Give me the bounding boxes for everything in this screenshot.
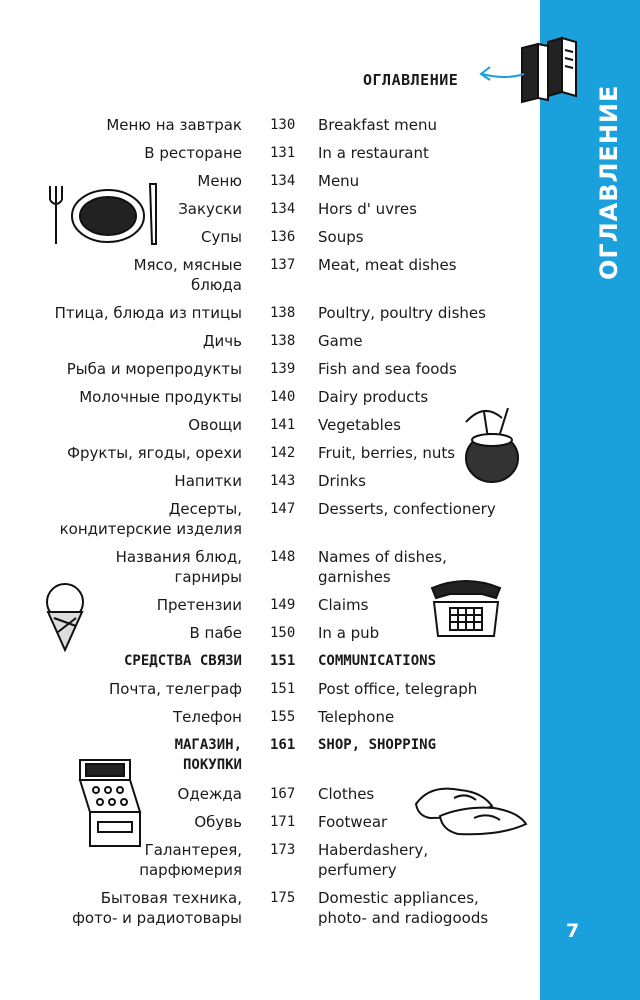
toc-title-ru: Бытовая техника, фото- и радиотовары	[72, 889, 242, 927]
toc-page-number: 149	[270, 597, 296, 613]
toc-page-number: 150	[270, 625, 296, 641]
toc-title-en: Names of dishes, garnishes	[318, 548, 447, 586]
toc-title-ru: Напитки	[174, 472, 242, 490]
toc-title-en: In a pub	[318, 624, 380, 642]
toc-title-ru: Телефон	[172, 708, 242, 726]
toc-title-en: Telephone	[318, 708, 395, 726]
toc-page-number: 151	[270, 681, 296, 697]
toc-title-en: In a restaurant	[318, 144, 429, 162]
toc-title-ru: Птица, блюда из птицы	[54, 304, 242, 322]
toc-page-number: 130	[270, 117, 296, 133]
arrow-left-icon	[478, 62, 526, 86]
toc-heading: ОГЛАВЛЕНИЕ	[363, 71, 459, 89]
toc-title-ru: Молочные продукты	[79, 388, 242, 406]
toc-title-ru: Дичь	[202, 332, 242, 350]
toc-title-en: Claims	[318, 596, 369, 614]
toc-page-number: 139	[270, 361, 296, 377]
toc-title-ru: Обувь	[194, 813, 242, 831]
toc-page-number: 136	[270, 229, 296, 245]
sidebar-title: ОГЛАВЛЕНИЕ	[595, 84, 623, 280]
toc-title-ru: Овощи	[188, 416, 242, 434]
toc-title-en: Drinks	[318, 472, 366, 490]
toc-page-number: 134	[270, 201, 296, 217]
toc-page-number: 131	[270, 145, 296, 161]
toc-page-number: 138	[270, 333, 296, 349]
toc-title-en: Menu	[318, 172, 360, 190]
toc-title-ru: Меню на завтрак	[106, 116, 242, 134]
toc-title-en: SHOP, SHOPPING	[318, 737, 437, 753]
toc-title-en: Clothes	[318, 785, 375, 803]
toc-title-en: Domestic appliances, photo- and radiogoods	[318, 889, 489, 927]
toc-title-en: Fruit, berries, nuts	[318, 444, 456, 462]
toc-title-ru: Претензии	[156, 596, 242, 614]
toc-title-en: Haberdashery, perfumery	[318, 841, 429, 879]
toc-title-ru: Десерты, кондитерские изделия	[59, 500, 242, 538]
toc-page-number: 143	[270, 473, 296, 489]
toc-title-en: Meat, meat dishes	[318, 256, 457, 274]
toc-title-ru: Галантерея, парфюмерия	[139, 841, 242, 879]
toc-title-en: COMMUNICATIONS	[318, 653, 437, 669]
toc-page-number: 142	[270, 445, 296, 461]
toc-title-en: Post office, telegraph	[318, 680, 478, 698]
toc-title-en: Breakfast menu	[318, 116, 438, 134]
toc-title-en: Poultry, poultry dishes	[318, 304, 486, 322]
toc-title-en: Footwear	[318, 813, 388, 831]
toc-title-ru: Мясо, мясные блюда	[133, 256, 242, 294]
toc-page-number: 171	[270, 814, 296, 830]
sidebar	[540, 0, 640, 1000]
toc-page-number: 138	[270, 305, 296, 321]
toc-title-en: Fish and sea foods	[318, 360, 457, 378]
toc-title-ru: Меню	[197, 172, 242, 190]
toc-title-ru: Фрукты, ягоды, орехи	[67, 444, 242, 462]
toc-page-number: 148	[270, 549, 296, 565]
toc-title-en: Desserts, confectionery	[318, 500, 496, 518]
toc-page-number: 151	[270, 653, 296, 669]
toc-title-ru: Почта, телеграф	[109, 680, 242, 698]
toc-title-ru: В ресторане	[144, 144, 242, 162]
toc-title-en: Vegetables	[318, 416, 401, 434]
toc-page-number: 175	[270, 890, 296, 906]
toc-title-en: Game	[318, 332, 363, 350]
toc-page-number: 134	[270, 173, 296, 189]
toc-page-number: 140	[270, 389, 296, 405]
toc-title-en: Hors d' uvres	[318, 200, 417, 218]
page-number: 7	[566, 920, 580, 942]
toc-page-number: 161	[270, 737, 296, 753]
toc-title-en: Soups	[318, 228, 364, 246]
toc-title-ru: В пабе	[189, 624, 242, 642]
toc-page-number: 167	[270, 786, 296, 802]
toc-title-ru: СРЕДСТВА СВЯЗИ	[123, 653, 242, 669]
toc-title-ru: Супы	[200, 228, 242, 246]
toc-title-en: Dairy products	[318, 388, 429, 406]
toc-title-ru: Рыба и морепродукты	[66, 360, 242, 378]
toc-page-number: 147	[270, 501, 296, 517]
toc-page-number: 137	[270, 257, 296, 273]
toc-page-number: 155	[270, 709, 296, 725]
toc-page-number: 141	[270, 417, 296, 433]
toc-page-number: 173	[270, 842, 296, 858]
toc-title-ru: Названия блюд, гарниры	[115, 548, 242, 586]
toc-title-ru: МАГАЗИН, ПОКУПКИ	[174, 737, 242, 773]
toc-title-ru: Закуски	[178, 200, 242, 218]
books-icon	[518, 36, 580, 106]
toc-title-ru: Одежда	[177, 785, 242, 803]
